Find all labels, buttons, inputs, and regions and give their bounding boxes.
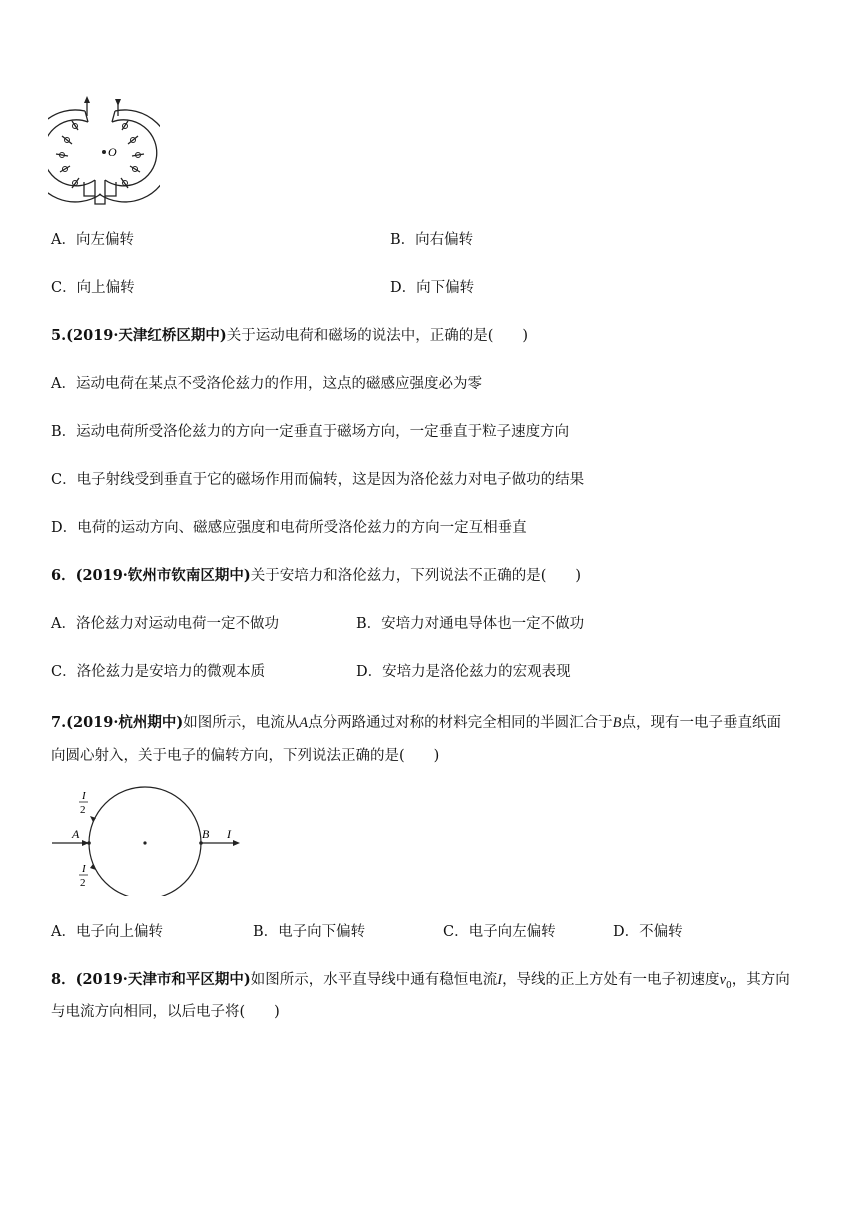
q7-option-a: A．电子向上偏转 bbox=[51, 924, 163, 940]
half-current-top-den: 2 bbox=[80, 804, 86, 816]
center-o-label: O bbox=[108, 145, 117, 159]
q6-stem: 6．(2019·钦州市钦南区期中)关于安培力和洛伦兹力，下列说法不正确的是( ) bbox=[51, 567, 582, 584]
q7-option-b: B．电子向下偏转 bbox=[253, 924, 366, 940]
q7-option-c: C．电子向左偏转 bbox=[443, 924, 556, 940]
q6-option-d: D．安培力是洛伦兹力的宏观表现 bbox=[356, 664, 571, 680]
q7-stem-line2: 向圆心射入，关于电子的偏转方向，下列说法正确的是( ) bbox=[51, 748, 440, 764]
q7-option-d: D．不偏转 bbox=[613, 924, 683, 940]
q5-stem: 5.(2019·天津红桥区期中)关于运动电荷和磁场的说法中，正确的是( ) bbox=[51, 327, 529, 344]
q6-option-a: A．洛伦兹力对运动电荷一定不做功 bbox=[51, 616, 279, 632]
point-b-label: B bbox=[202, 827, 210, 841]
q4-option-b: B．向右偏转 bbox=[390, 232, 474, 248]
half-current-bottom-num: I bbox=[82, 863, 86, 875]
q6-option-c: C．洛伦兹力是安培力的微观本质 bbox=[51, 664, 266, 680]
half-current-bottom-den: 2 bbox=[80, 877, 86, 889]
q5-option-a: A．运动电荷在某点不受洛伦兹力的作用，这点的磁感应强度必为零 bbox=[51, 376, 482, 392]
q4-option-d: D．向下偏转 bbox=[390, 280, 475, 296]
q6-option-b: B．安培力对通电导体也一定不做功 bbox=[356, 616, 585, 632]
q4-option-c: C．向上偏转 bbox=[51, 280, 135, 296]
half-current-top-num: I bbox=[82, 790, 86, 802]
q5-option-c: C．电子射线受到垂直于它的磁场作用而偏转，这是因为洛伦兹力对电子做功的结果 bbox=[51, 472, 585, 488]
q8-stem-line2: 与电流方向相同，以后电子将( ) bbox=[51, 1004, 280, 1020]
point-a-label: A bbox=[72, 827, 80, 841]
current-i-label: I bbox=[227, 827, 231, 841]
q8-stem-line1: 8．(2019·天津市和平区期中)如图所示，水平直导线中通有稳恒电流I，导线的正上方处有一电子初速度$v_0$，其方向 bbox=[51, 971, 790, 991]
q5-option-d: D．电荷的运动方向、磁感应强度和电荷所受洛伦兹力的方向一定互相垂直 bbox=[51, 520, 527, 536]
q4-option-a: A．向左偏转 bbox=[51, 232, 134, 248]
circle-current-figure bbox=[50, 786, 250, 896]
q7-stem-line1: 7.(2019·杭州期中)如图所示，电流从A点分两路通过对称的材料完全相同的半圆汇合于B点，现有一电子垂直纸面 bbox=[51, 714, 781, 731]
q5-option-b: B．运动电荷所受洛伦兹力的方向一定垂直于磁场方向，一定垂直于粒子速度方向 bbox=[51, 424, 570, 440]
toroid-coil-figure bbox=[48, 96, 160, 208]
